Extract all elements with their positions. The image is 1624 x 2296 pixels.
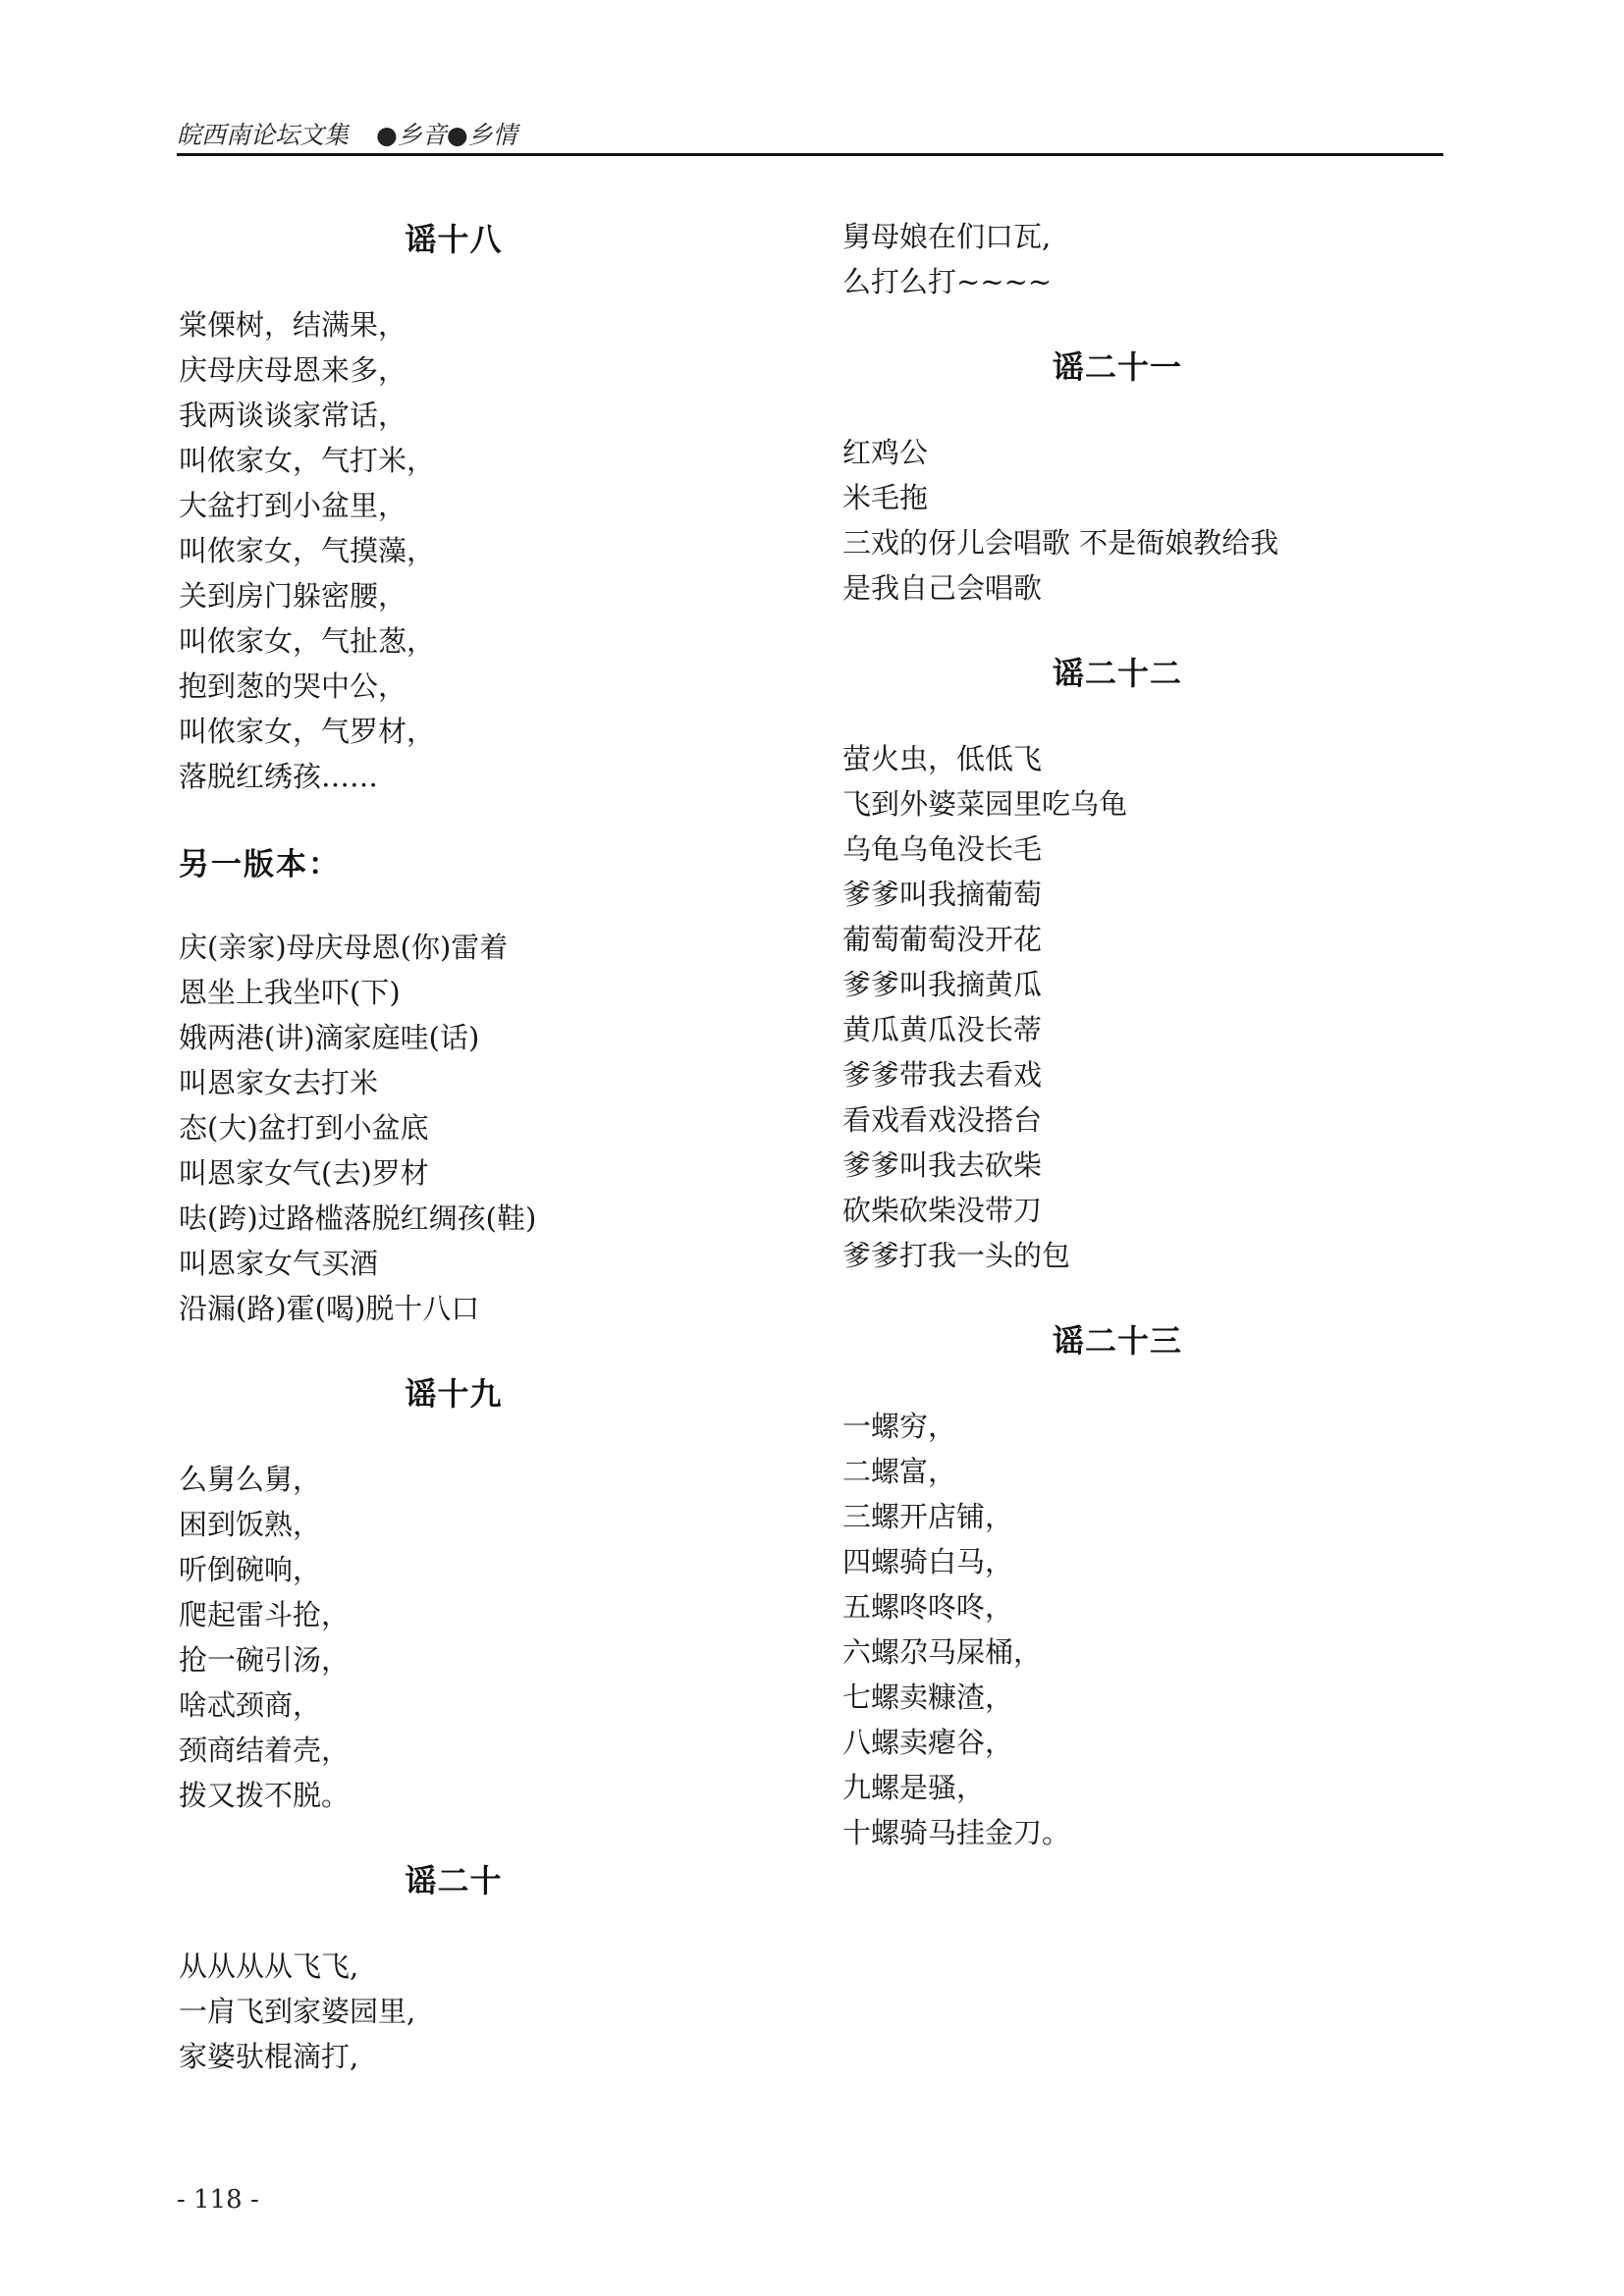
verse-line: 抱到葱的哭中公， — [179, 669, 407, 703]
verse-line: 娥两港(讲)滴家庭哇(话) — [179, 1021, 480, 1054]
verse-line: 从从从从飞飞, — [179, 1949, 359, 1983]
verse-line: 米毛拖 — [842, 481, 929, 514]
verse-line: 看戏看戏没搭台 — [842, 1103, 1043, 1137]
verse-line: 呿(跨)过路槛落脱红绸孩(鞋) — [179, 1201, 537, 1235]
verse-line: 态(大)盆打到小盆底 — [179, 1111, 429, 1145]
verse-line: 黄瓜黄瓜没长蒂 — [842, 1013, 1043, 1046]
alternate-version — [179, 842, 729, 1331]
verse-line: 一肩飞到家婆园里, — [179, 1995, 416, 2028]
verse-line: 萤火虫，低低飞 — [842, 742, 1043, 775]
verse-line: 沿漏(路)霍(喝)脱十八口 — [179, 1292, 480, 1325]
running-header — [177, 110, 1443, 156]
section-title: ●乡音●乡情 — [376, 121, 517, 149]
verse-line: 叫恩家女气(去)罗材 — [179, 1156, 429, 1190]
verse-line: 三螺开店铺， — [842, 1500, 1014, 1533]
verse-line: 叫侬家女，气摸藻， — [179, 534, 436, 567]
verse-line: 听倒碗响， — [179, 1553, 322, 1586]
verse-line: 六螺尕马屎桶， — [842, 1635, 1043, 1669]
right-column — [842, 214, 1392, 1855]
verse-line: 么打么打~~~~ — [842, 265, 1053, 298]
verse-line: 乌龟乌龟没长毛 — [842, 832, 1043, 866]
ballad-18 — [179, 214, 729, 799]
verse-line: 叫侬家女，气扯葱， — [179, 624, 436, 658]
ballad-title: 谣二十二 — [1052, 655, 1182, 692]
ballad-title: 谣二十一 — [1052, 348, 1182, 386]
ballad-title: 谣二十三 — [1052, 1322, 1182, 1360]
verse-line: 落脱红绣孩…… — [179, 760, 379, 793]
verse-line: 大盆打到小盆里， — [179, 489, 407, 522]
ballad-title: 谣十九 — [405, 1375, 503, 1413]
ballad-21 — [842, 342, 1392, 611]
verse-line: 爹爹带我去看戏 — [842, 1058, 1043, 1092]
verse-line: 拨又拨不脱。 — [179, 1779, 351, 1812]
verse-line: 庆(亲家)母庆母恩(你)雷着 — [179, 931, 509, 964]
verse-line: 葡萄葡萄没开花 — [842, 923, 1043, 956]
verse-line: 舅母娘在们口瓦, — [842, 220, 1052, 253]
verse-line: 我两谈谈家常话， — [179, 399, 407, 432]
verse-line: 红鸡公 — [842, 436, 929, 469]
verse-line: 恩坐上我坐吓(下) — [179, 976, 401, 1009]
verse-line: 飞到外婆菜园里吃乌龟 — [842, 787, 1128, 821]
verse-line: 啥忒颈商， — [179, 1688, 322, 1722]
verse-line: 二螺富， — [842, 1455, 957, 1488]
alternate-version-title: 另一版本： — [179, 847, 341, 882]
page-number: - 118 - — [177, 2185, 259, 2215]
verse-line: 十螺骑马挂金刀。 — [842, 1816, 1071, 1849]
verse-line: 叫侬家女，气罗材， — [179, 715, 436, 748]
verse-line: 家婆驮棍滴打, — [179, 2040, 359, 2073]
ballad-22 — [842, 648, 1392, 1278]
verse-line: 庆母庆母恩来多， — [179, 353, 407, 387]
verse-line: 砍柴砍柴没带刀 — [842, 1194, 1043, 1227]
verse-line: 七螺卖糠渣， — [842, 1681, 1014, 1714]
running-header-text — [177, 116, 517, 151]
verse-line: 爹爹叫我摘黄瓜 — [842, 968, 1043, 1001]
verse-line: 叫侬家女，气打米， — [179, 444, 436, 477]
verse-line: 是我自己会唱歌 — [842, 571, 1043, 605]
verse-line: 叫恩家女气买酒 — [179, 1247, 379, 1280]
verse-line: 颈商结着壳， — [179, 1734, 351, 1767]
verse-line: 困到饭熟， — [179, 1508, 322, 1541]
ballad-20-continued — [842, 214, 1392, 304]
verse-line: 九螺是骚， — [842, 1771, 986, 1804]
verse-line: 爹爹叫我去砍柴 — [842, 1148, 1043, 1182]
verse-line: 么舅么舅， — [179, 1463, 322, 1496]
verse-line: 四螺骑白马， — [842, 1545, 1014, 1578]
verse-line: 爹爹打我一头的包 — [842, 1239, 1071, 1272]
ballad-19 — [179, 1368, 729, 1818]
book-title: 皖西南论坛文集 — [177, 121, 350, 149]
verse-line: 棠傈树，结满果， — [179, 308, 407, 342]
verse-line: 一螺穷， — [842, 1410, 957, 1443]
verse-line: 爹爹叫我摘葡萄 — [842, 878, 1043, 911]
ballad-23 — [842, 1315, 1392, 1855]
verse-line: 三戏的伢儿会唱歌 不是衙娘教给我 — [842, 526, 1279, 560]
ballad-20 — [179, 1855, 729, 2079]
verse-line: 五螺咚咚咚， — [842, 1590, 1014, 1624]
verse-line: 关到房门躲密腰， — [179, 579, 407, 613]
verse-line: 爬起雷斗抢， — [179, 1598, 351, 1631]
verse-line: 八螺卖瘪谷， — [842, 1726, 1014, 1759]
verse-line: 叫恩家女去打米 — [179, 1066, 379, 1099]
left-column — [179, 214, 729, 2079]
ballad-title: 谣二十 — [405, 1862, 503, 1899]
ballad-title: 谣十八 — [405, 221, 503, 258]
verse-line: 抢一碗引汤， — [179, 1643, 351, 1677]
